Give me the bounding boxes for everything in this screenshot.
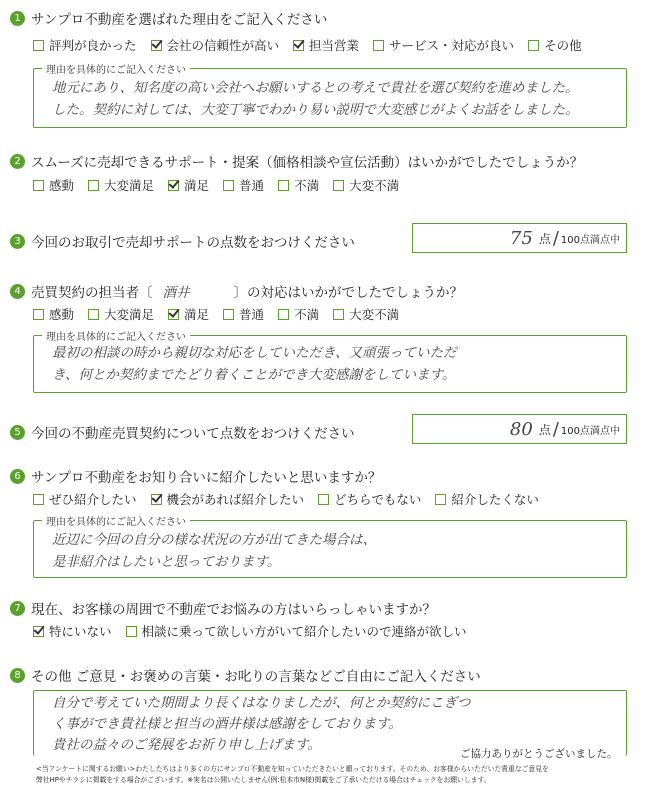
text-line: き、何とか契約までたどり着くことができ大変感謝をしています。 — [52, 367, 456, 383]
option-label: 大変不満 — [349, 178, 400, 193]
q3-score-box[interactable]: 75 点 / 100点満点中 — [412, 223, 627, 253]
q1-option-4[interactable] — [528, 36, 582, 54]
reason-label: 理由を具体的にご記入ください — [42, 513, 190, 528]
reason-label: 理由を具体的にご記入ください — [42, 328, 190, 343]
q2-title: スムーズに売却できるサポート・提案（価格相談や宣伝活動）はいかがでしたでしょうか？ — [31, 155, 584, 171]
option-label: 紹介したくない — [451, 492, 539, 507]
q1-options — [33, 36, 596, 54]
q5-score: 80 — [509, 418, 533, 440]
q6-option-1[interactable] — [151, 490, 305, 508]
q6-option-3[interactable] — [435, 490, 539, 508]
q5-score-box[interactable]: 80 点 / 100点満点中 — [412, 414, 627, 444]
score-unit: 点 — [538, 422, 551, 437]
q4-title-prefix: 売買契約の担当者〔 — [31, 285, 153, 301]
q6-reason-box[interactable] — [33, 517, 627, 578]
option-label: 満足 — [184, 307, 210, 322]
q3-heading — [10, 231, 355, 251]
q4-option-3[interactable] — [223, 305, 264, 323]
question-number: 7 — [10, 601, 25, 616]
checkbox[interactable] — [33, 40, 44, 51]
q2-options — [33, 176, 413, 194]
q2-option-1[interactable] — [88, 176, 154, 194]
q6-heading — [10, 466, 381, 486]
q1-option-2[interactable] — [293, 36, 359, 54]
checkbox[interactable] — [33, 626, 44, 637]
q4-reason-text — [52, 342, 618, 386]
option-label: 不満 — [294, 307, 320, 322]
q4-option-5[interactable] — [333, 305, 399, 323]
q2-option-5[interactable] — [333, 176, 399, 194]
q5-heading — [10, 422, 355, 442]
checkbox[interactable] — [528, 40, 539, 51]
option-label: 普通 — [239, 307, 265, 322]
q5-title: 今回の不動産売買契約について点数をおつけください — [31, 426, 355, 442]
q7-option-1[interactable] — [126, 622, 467, 640]
q7-option-0[interactable] — [33, 622, 112, 640]
checkbox[interactable] — [373, 40, 384, 51]
checkbox[interactable] — [435, 494, 446, 505]
option-label: 不満 — [294, 178, 320, 193]
option-label: どちらでもない — [334, 492, 422, 507]
reason-label: 理由を具体的にご記入ください — [42, 61, 190, 76]
checkbox[interactable] — [278, 180, 289, 191]
checkbox[interactable] — [293, 40, 304, 51]
q2-option-0[interactable] — [33, 176, 74, 194]
q6-option-2[interactable] — [318, 490, 421, 508]
q2-option-2[interactable] — [168, 176, 209, 194]
checkbox[interactable] — [151, 40, 162, 51]
q4-reason-box[interactable] — [33, 332, 627, 393]
checkbox[interactable] — [333, 309, 344, 320]
q2-option-3[interactable] — [223, 176, 264, 194]
checkbox[interactable] — [33, 494, 44, 505]
q8-title: その他 ご意見・お褒めの言葉・お叱りの言葉などご自由にご記入ください — [31, 669, 481, 685]
footer-notice — [36, 764, 549, 786]
score-unit: 点 — [538, 231, 551, 246]
score-max: 100点満点中 — [560, 234, 620, 246]
checkbox[interactable] — [88, 180, 99, 191]
question-number: 1 — [10, 11, 25, 26]
q6-options — [33, 490, 553, 508]
q1-reason-box[interactable] — [33, 65, 627, 128]
checkbox[interactable] — [168, 180, 179, 191]
q2-option-4[interactable] — [278, 176, 319, 194]
q1-option-0[interactable] — [33, 36, 137, 54]
checkbox[interactable] — [151, 494, 162, 505]
checkbox[interactable] — [126, 626, 137, 637]
option-label: 担当営業 — [309, 38, 360, 53]
checkbox[interactable] — [33, 180, 44, 191]
q1-title: サンプロ不動産を選ばれた理由をご記入ください — [31, 12, 328, 28]
q4-option-1[interactable] — [88, 305, 154, 323]
option-label: ぜひ紹介したい — [49, 492, 137, 507]
option-label: 相談に乗って欲しい方がいて紹介したいので連絡が欲しい — [141, 624, 467, 639]
thanks-message: ご協力ありがとうございました。 — [460, 748, 618, 760]
checkbox[interactable] — [168, 309, 179, 320]
text-line: く事ができ貴社様と担当の酒井様は感謝をしております。 — [52, 716, 402, 732]
option-label: 感動 — [49, 307, 75, 322]
q7-options — [33, 622, 481, 640]
score-max: 100点満点中 — [560, 425, 620, 437]
q1-reason-text — [52, 77, 618, 121]
option-label: 大変不満 — [349, 307, 400, 322]
checkbox[interactable] — [333, 180, 344, 191]
option-label: 大変満足 — [104, 178, 155, 193]
text-line: 地元にあり、知名度の高い会社へお願いするとの考えで貴社を選び契約を進めました。 — [52, 80, 579, 96]
q4-title-suffix: 〕の対応はいかがでしたでしょうか？ — [233, 285, 463, 301]
text-line: した。契約に対しては、大変丁寧でわかり易い説明で大変感じがよくお話をしました。 — [52, 102, 579, 118]
q7-heading — [10, 598, 436, 618]
checkbox[interactable] — [223, 180, 234, 191]
q4-option-2[interactable] — [168, 305, 209, 323]
option-label: 機会があれば紹介したい — [166, 492, 305, 507]
question-number: 6 — [10, 469, 25, 484]
q7-title: 現在、お客様の周囲で不動産でお悩みの方はいらっしゃいますか？ — [31, 602, 436, 618]
question-number: 8 — [10, 668, 25, 683]
q4-options — [33, 305, 413, 323]
text-line: <当アンケートに関するお願い>わたしたちはより多くの方にサンプロ不動産を知っていただきたいと願っております。そのため、お客様からいただいた貴重なご意見を — [36, 765, 549, 773]
q6-reason-text — [52, 529, 618, 573]
q6-title: サンプロ不動産をお知り合いに紹介したいと思いますか？ — [31, 470, 382, 486]
question-number: 5 — [10, 425, 25, 440]
question-number: 3 — [10, 234, 25, 249]
checkbox[interactable] — [318, 494, 329, 505]
q3-title: 今回のお取引で売却サポートの点数をおつけください — [31, 235, 355, 251]
text-line: 弊社HPやチラシに掲載をする場合がございます。※実名は公開いたしません(例:松本市N様)掲載をご了承いただける場合はチェックをお願いします。 — [36, 776, 491, 784]
checkbox[interactable] — [223, 309, 234, 320]
option-label: 会社の信頼性が高い — [166, 38, 280, 53]
q4-agent-name: 酒井 — [162, 285, 190, 301]
text-line: 是非紹介はしたいと思っております。 — [52, 554, 281, 570]
option-label: 評判が良かった — [49, 38, 137, 53]
q2-heading — [10, 151, 583, 171]
q3-score: 75 — [509, 227, 533, 249]
option-label: 感動 — [49, 178, 75, 193]
checkbox[interactable] — [33, 309, 44, 320]
question-number: 2 — [10, 154, 25, 169]
option-label: 大変満足 — [104, 307, 155, 322]
q4-option-0[interactable] — [33, 305, 74, 323]
option-label: 普通 — [239, 178, 265, 193]
q1-heading — [10, 8, 327, 28]
checkbox[interactable] — [88, 309, 99, 320]
option-label: サービス・対応が良い — [389, 38, 515, 53]
text-line: 自分で考えていた期間より長くはなりましたが、何とか契約にこぎつ — [52, 695, 471, 711]
q1-option-3[interactable] — [373, 36, 514, 54]
text-line: 最初の相談の時から親切な対応をしていただき、又頑張っていただ — [52, 345, 457, 361]
q8-heading — [10, 665, 481, 685]
text-line: 近辺に今回の自分の様な状況の方が出てきた場合は、 — [52, 532, 376, 548]
option-label: 満足 — [184, 178, 210, 193]
checkbox[interactable] — [278, 309, 289, 320]
option-label: 特にいない — [49, 624, 112, 639]
q4-heading — [10, 281, 463, 301]
q4-option-4[interactable] — [278, 305, 319, 323]
option-label: その他 — [544, 38, 582, 53]
text-line: 貴社の益々のご発展をお祈り申し上げます。 — [52, 737, 321, 753]
q1-option-1[interactable] — [151, 36, 280, 54]
question-number: 4 — [10, 284, 25, 299]
q6-option-0[interactable] — [33, 490, 137, 508]
